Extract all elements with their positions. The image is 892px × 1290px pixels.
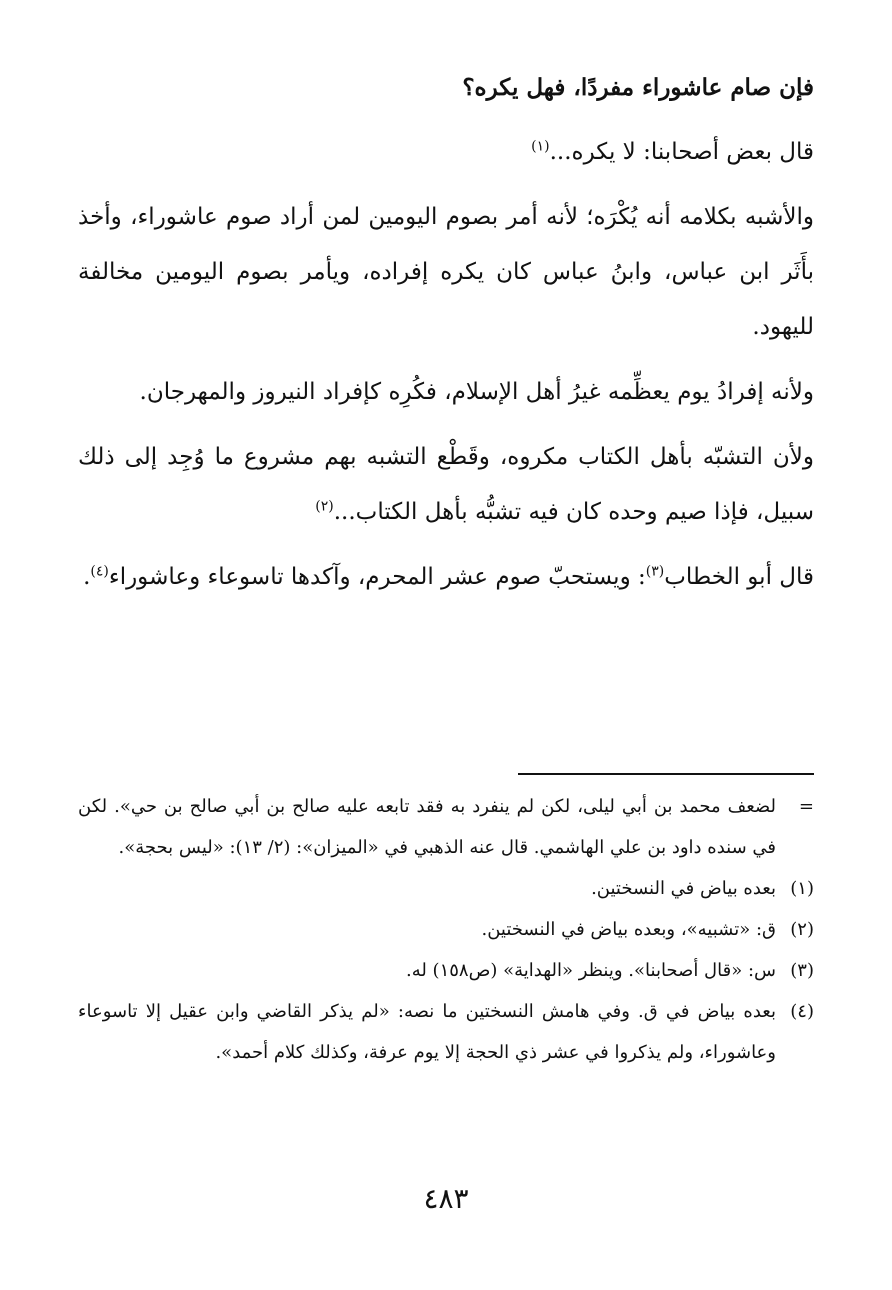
question-heading: فإن صام عاشوراء مفردًا، فهل يكره؟ [462,74,814,101]
paragraph-2: والأشبه بكلامه أنه يُكْرَه؛ لأنه أمر بصوم اليومين لمن أراد صوم عاشوراء، وأخذ بأَثَر ابن عباس، وابنُ عباس كان يكره إفراده، ويأمر بصوم اليومين مخالفة لليهود. [78,204,814,340]
footnote-3 [78,950,814,991]
paragraph-4-text: ولأن التشبّه بأهل الكتاب مكروه، وقَطْع التشبه بهم مشروع ما وُجِد إلى ذلك سبيل، فإذا صيم وحده كان فيه تشبُّه بأهل الكتاب... [78,444,814,525]
footnote-4-mark: (٤) [790,1001,814,1022]
page-number: ٤٨٣ [423,1182,469,1215]
footnote-ref-3[interactable]: (٣) [645,563,665,580]
paragraph-1-text: قال بعض أصحابنا: لا يكره... [549,139,814,165]
paragraph-5-part2: : ويستحبّ صوم عشر المحرم، وآكدها تاسوعاء وعاشوراء [108,564,646,590]
footnote-4-text: بعده بياض في ق. وفي هامش النسختين ما نصه: «لم يذكر القاضي وابن عقيل إلا تاسوعاء وعاشوراء، ولم يذكروا في عشر ذي الحجة إلا يوم عرفة، وكذلك كلام أحمد». [78,1001,776,1063]
footnote-1-text: بعده بياض في النسختين. [591,878,776,899]
footnote-continued-text: لضعف محمد بن أبي ليلى، لكن لم ينفرد به فقد تابعه عليه صالح بن أبي صالح بن حي». لكن في سنده داود بن علي الهاشمي. قال عنه الذهبي في «الميزان»: (٢/ ١٣): «ليس بحجة». [78,796,776,858]
footnote-3-text: س: «قال أصحابنا». وينظر «الهداية» (ص١٥٨) له. [405,960,776,981]
paragraph-5 [78,550,814,605]
footnote-continued [78,786,814,868]
footnote-ref-1[interactable]: (١) [531,138,550,155]
footnote-4 [78,991,814,1073]
footnote-2-mark: (٢) [790,919,814,940]
footnote-3-mark: (٣) [790,960,814,981]
footnote-ref-4[interactable]: (٤) [90,563,109,580]
main-text [78,60,814,615]
footnote-2-text: ق: «تشبيه»، وبعده بياض في النسختين. [481,919,776,940]
footnote-separator [518,773,814,775]
footnote-2 [78,909,814,950]
paragraph-5-part1: قال أبو الخطاب [664,564,814,590]
paragraph-3: ولأنه إفرادُ يوم يعظِّمه غيرُ أهل الإسلام، فكُرِه كإفراد النيروز والمهرجان. [139,379,814,405]
paragraph-5-end: . [83,564,91,590]
paragraph-1 [78,125,814,180]
footnotes [78,786,814,1073]
footnote-continued-mark: = [798,796,814,817]
paragraph-4 [78,430,814,540]
footnote-1-mark: (١) [790,878,814,899]
footnote-1 [78,868,814,909]
footnote-ref-2[interactable]: (٢) [315,498,334,515]
